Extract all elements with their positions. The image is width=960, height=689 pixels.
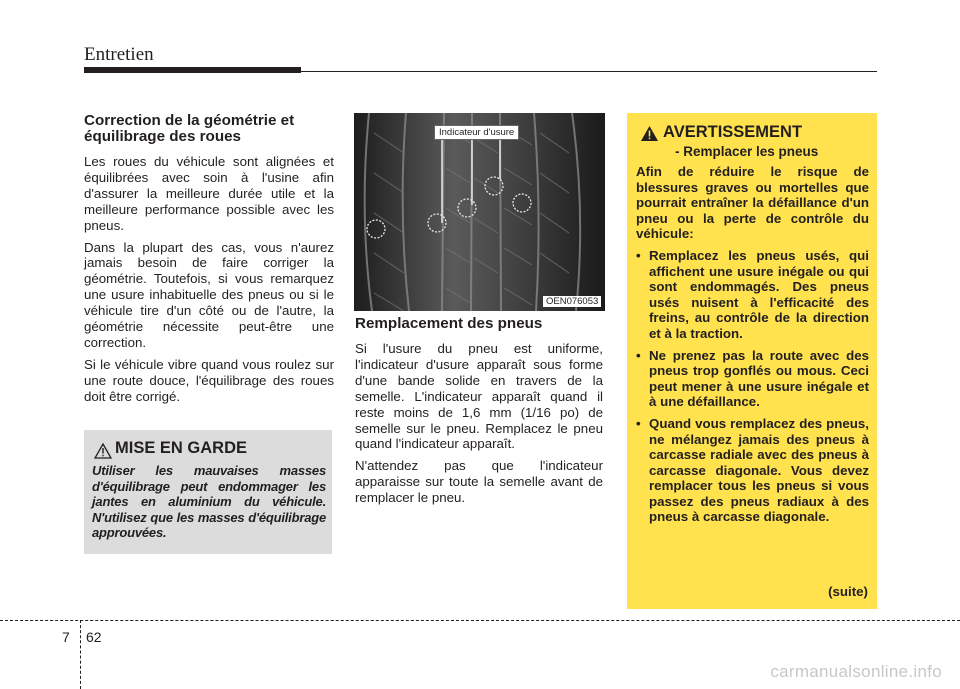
warning-bullet: • Remplacez les pneus usés, qui affichent une usure inégale ou qui sont endommagés. Des pneus usés nuisent à l'efficacité des freins, au contrôle de la direction et à la traction. bbox=[636, 248, 869, 342]
warning-list bbox=[636, 248, 869, 525]
paragraph: Si l'usure du pneu est uniforme, l'indicateur d'usure apparaît sous forme d'une bande solide en travers de la semelle. L'indicateur apparaît quand il reste moins de 1,6 mm (1/16 po) de semelle sur le pneu. Remplacez le pneu quand l'indicateur apparaît. bbox=[355, 341, 603, 452]
paragraph: Les roues du véhicule sont alignées et équilibrées avec soin à l'usine afin d'assurer la meilleure durée utile et la meilleure performance possible avec les pneus. bbox=[84, 154, 334, 233]
warning-intro: Afin de réduire le risque de blessures graves ou mortelles que pourrait entraîner la défaillance d'un pneu ou la perte de contrôle du véhicule: bbox=[636, 164, 869, 242]
wheel-alignment-section bbox=[84, 113, 334, 411]
warning-subtitle: - Remplacer les pneus bbox=[675, 144, 819, 159]
paragraph: Dans la plupart des cas, vous n'aurez jamais besoin de faire corriger la géométrie. Toutefois, si vous remarquez une usure inhabituelle des pneus ou si le véhicule tire d'un côté ou de l'autre, la géométrie nécessite peut-être une correction. bbox=[84, 239, 334, 350]
footer-rule bbox=[0, 620, 960, 621]
continued-label: (suite) bbox=[828, 584, 868, 599]
watermark: carmanualsonline.info bbox=[770, 662, 942, 681]
tire-replacement-section bbox=[355, 316, 603, 512]
warning-body bbox=[636, 164, 869, 531]
warning-box bbox=[627, 113, 877, 609]
section-heading: Remplacement des pneus bbox=[355, 315, 543, 332]
warning-triangle-icon bbox=[640, 125, 659, 147]
caution-box bbox=[84, 430, 332, 554]
page-number: 62 bbox=[86, 629, 102, 645]
header-thin-rule bbox=[301, 71, 877, 72]
caution-title: MISE EN GARDE bbox=[115, 439, 248, 457]
wear-indicator-callout: Indicateur d'usure bbox=[434, 125, 519, 140]
caution-triangle-icon bbox=[94, 443, 112, 464]
tire-tread-image bbox=[354, 113, 605, 311]
figure-code: OEN076053 bbox=[543, 296, 601, 307]
header-thick-rule bbox=[84, 67, 301, 73]
chapter-number: 7 bbox=[62, 629, 70, 645]
warning-title: AVERTISSEMENT bbox=[663, 123, 803, 141]
paragraph: N'attendez pas que l'indicateur apparaisse sur toute la semelle avant de remplacer le pneu. bbox=[355, 458, 603, 506]
section-heading: Correction de la géométrie et équilibrage des roues bbox=[84, 112, 295, 145]
footer-separator bbox=[80, 620, 81, 689]
page-header-title: Entretien bbox=[84, 44, 154, 65]
caution-text: Utiliser les mauvaises masses d'équilibrage peut endommager les jantes en aluminium du véhicule. N'utilisez que les masses d'équilibrage approuvées. bbox=[92, 463, 326, 541]
warning-bullet: • Quand vous remplacez des pneus, ne mélangez jamais des pneus à carcasse radiale avec des pneus à carcasse diagonale. Vous devez remplacer tous les pneus si vous passez des pneus radiaux à des pneus à carcasse diagonale. bbox=[636, 416, 869, 525]
warning-bullet: • Ne prenez pas la route avec des pneus trop gonflés ou mous. Ceci peut mener à une usure inégale et à une défaillance. bbox=[636, 348, 869, 410]
paragraph: Si le véhicule vibre quand vous roulez sur une route douce, l'équilibrage des roues doit être corrigé. bbox=[84, 356, 334, 404]
